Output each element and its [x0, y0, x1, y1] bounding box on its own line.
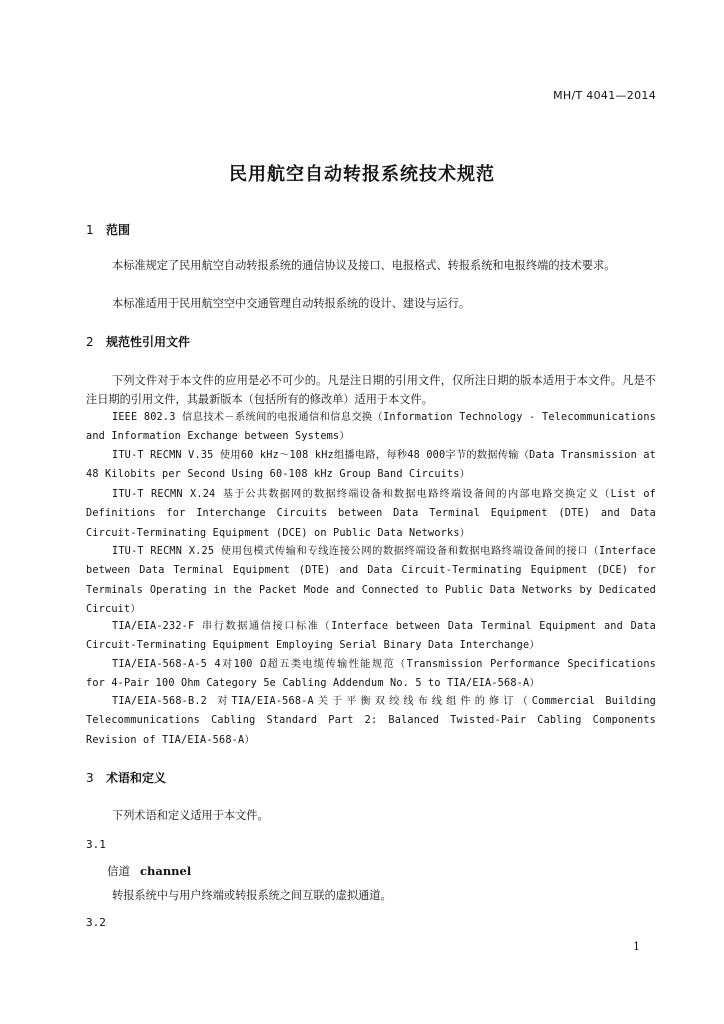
paragraph: 本标准适用于民用航空空中交通管理自动转报系统的设计、建设与运行。: [112, 297, 471, 310]
reference-item: ITU-T RECMN X.25 使用包模式传输和专线连接公网的数据终端设备和数据电路终端设备间的接口（Interface between Data Terminal Equipment (DTE) and Data Circuit-Terminating Equipment (DCE) for Terminals Operating in the Packet Mode and Connected to Public Data Networks by Dedicated Circuit）: [86, 546, 656, 615]
reference-item: ITU-T RECMN V.35 使用60 kHz～108 kHz组播电路，每秒48 000字节的数据传输（Data Transmission at 48 Kilobits per Second Using 60-108 kHz Group Band Circuits）: [86, 450, 656, 481]
section-title: 术语和定义: [106, 771, 167, 785]
page-title: 民用航空自动转报系统技术规范: [229, 164, 495, 185]
term-en: channel: [140, 864, 192, 878]
term-heading: [107, 863, 191, 879]
section-2-heading: [86, 333, 190, 350]
section-title: 规范性引用文件: [106, 335, 191, 349]
section-number: 3: [86, 771, 94, 785]
section-number: 1: [86, 223, 94, 237]
page-number: 1: [633, 940, 640, 953]
section-3-heading: [86, 769, 166, 786]
standard-code: MH/T 4041—2014: [553, 89, 656, 102]
paragraph: 下列术语和定义适用于本文件。: [112, 809, 269, 822]
reference-item: TIA/EIA-568-A-5 4对100 Ω超五类电缆传输性能规范（Transmission Performance Specifications for 4-Pair 100 Ohm Category 5e Cabling Addendum No. 5 to TIA/EIA-568-A）: [86, 659, 656, 690]
term-definition: 转报系统中与用户终端或转报系统之间互联的虚拟通道。: [112, 889, 392, 902]
term-number: 3.1: [86, 838, 106, 851]
reference-item: TIA/EIA-568-B.2 对TIA/EIA-568-A关于平衡双绞线布线组件的修订（Commercial Building Telecommunications Cabling Standard Part 2: Balanced Twisted-Pair Cabling Components Revision of TIA/EIA-568-A）: [86, 696, 656, 746]
section-title: 范围: [106, 223, 131, 237]
reference-item: TIA/EIA-232-F 串行数据通信接口标准（Interface between Data Terminal Equipment and Data Circuit-Terminating Equipment Employing Serial Binary Data Interchange）: [86, 621, 656, 652]
section-number: 2: [86, 335, 94, 349]
paragraph: 下列文件对于本文件的应用是必不可少的。凡是注日期的引用文件，仅所注日期的版本适用于本文件。凡是不注日期的引用文件，其最新版本（包括所有的修改单）适用于本文件。: [86, 374, 656, 406]
term-number: 3.2: [86, 916, 106, 929]
reference-item: ITU-T RECMN X.24 基于公共数据网的数据终端设备和数据电路终端设备间的内部电路交换定义（List of Definitions for Interchange Circuits between Data Terminal Equipment (DTE) and Data Circuit-Terminating Equipment (DCE) on Public Data Networks）: [86, 489, 656, 539]
section-1-heading: [86, 221, 130, 238]
term-cn: 信道: [107, 864, 130, 878]
reference-item: IEEE 802.3 信息技术－系统间的电报通信和信息交换（Information Technology - Telecommunications and Information Exchange between Systems）: [86, 412, 656, 443]
paragraph: 本标准规定了民用航空自动转报系统的通信协议及接口、电报格式、转报系统和电报终端的技术要求。: [112, 259, 616, 272]
